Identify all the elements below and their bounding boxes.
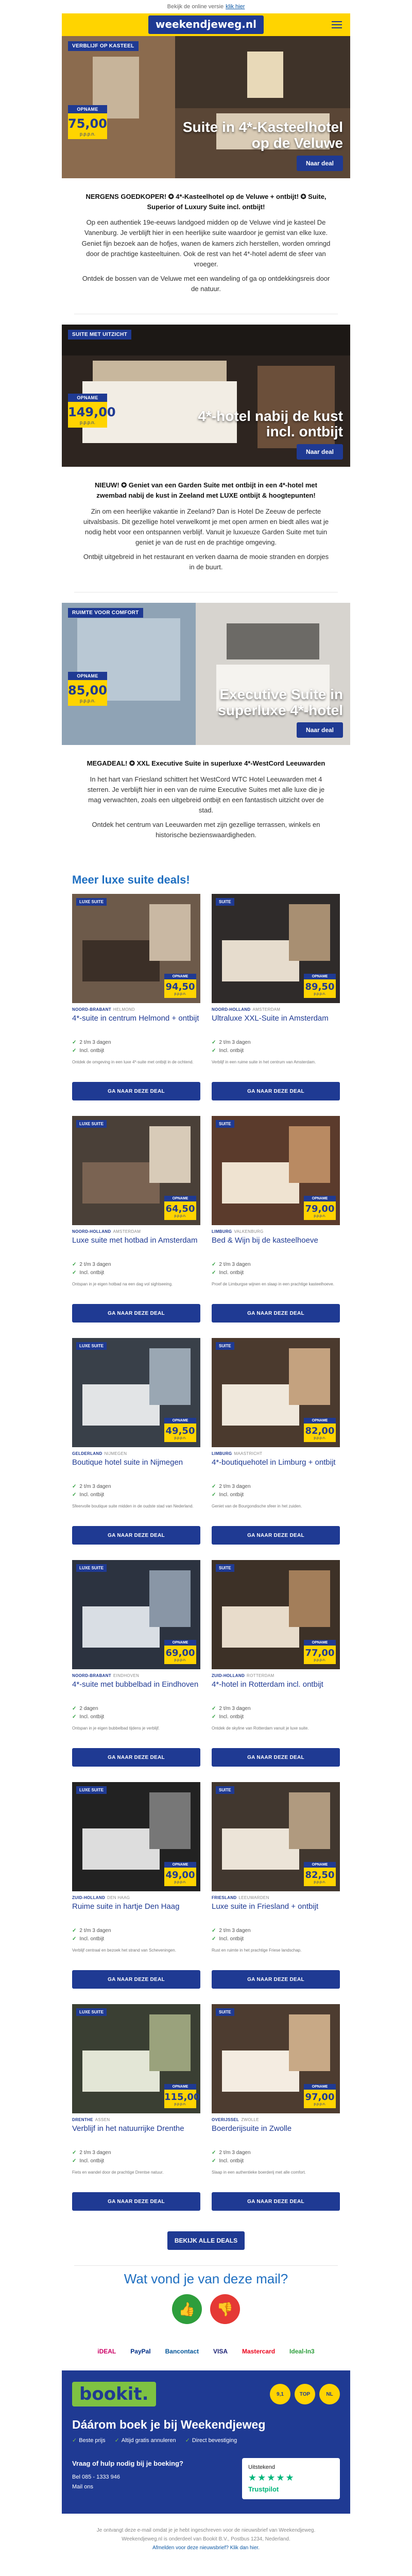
deal-note: Ontdek de skyline van Rotterdam vanuit je luxe suite. [212, 1726, 309, 1731]
deal-card[interactable] [212, 1338, 340, 1545]
price-badge [304, 1640, 336, 1664]
price-badge [304, 2084, 336, 2108]
go-to-deal-button[interactable]: GA NAAR DEZE DEAL [212, 1748, 340, 1767]
feature-description-3 [62, 745, 350, 860]
deal-photo[interactable] [212, 894, 340, 1003]
price-unit: p.p.p.n. [314, 1436, 326, 1440]
deal-title[interactable]: Luxe suite met hotbad in Amsterdam [72, 1236, 198, 1245]
feature-paragraph: In het hart van Friesland schittert het WestCord WTC Hotel Leeuwarden met 4 sterren. Je verblijft hier in een van de ruime Executive Suites met alle luxe die je mag verwachten, zoals een uitgebreid ontbijt en een fantastisch uitzicht over de stad. [87, 775, 325, 814]
deal-title[interactable]: Boerderijsuite in Zwolle [212, 2124, 292, 2133]
bookit-title: Dáárom boek je bij Weekendjeweg [72, 2418, 266, 2432]
price-badge [304, 1196, 336, 1220]
feature-title: 4*-hotel nabij de kust incl. ontbijt [198, 408, 343, 440]
bookit-logo: bookit. [72, 2382, 156, 2406]
price-amount: 149,00 [68, 405, 116, 420]
deal-tag: SUITE [216, 1120, 234, 1128]
deal-title[interactable]: 4*-suite in centrum Helmond + ontbijt [72, 1014, 199, 1023]
deal-feature: ✓ Incl. ontbijt [212, 1491, 340, 1499]
deal-note: Verblijf centraal en bezoek het strand van Scheveningen. [72, 1948, 176, 1953]
deal-location: ZUID-HOLLAND ROTTERDAM [212, 1673, 274, 1679]
deal-location: GELDERLAND NIJMEGEN [72, 1451, 127, 1456]
deal-feature: ✓ 2 t/m 3 dagen [72, 1261, 200, 1269]
deal-card[interactable] [72, 1338, 200, 1545]
feature-title: Suite in 4*-Kasteelhotel op de Veluwe [182, 119, 343, 151]
price-label: OPNAME [68, 672, 107, 680]
footer-line: Weekendjeweg.nl is onderdeel van Bookit B.V., Postbus 1234, Nederland. [122, 2536, 290, 2543]
bancontact-logo: Bancontact [165, 2348, 199, 2355]
preheader-text: Bekijk de online versie [167, 4, 224, 10]
contact-question: Vraag of hulp nodig bij je boeking? [72, 2460, 183, 2468]
deal-features [212, 1927, 340, 1943]
country-badge: NL [319, 2384, 340, 2404]
deal-card[interactable] [72, 894, 200, 1100]
price-amount: 82,00 [305, 1426, 335, 1437]
deal-note: Ontspan in je eigen bubbelbad tijdens je verblijf. [72, 1726, 160, 1731]
deal-photo[interactable] [72, 1338, 200, 1447]
menu-icon[interactable] [332, 21, 342, 28]
deal-feature: ✓ 2 t/m 3 dagen [72, 1927, 200, 1935]
price-unit: p.p.p.n. [174, 1658, 186, 1663]
go-to-deal-button[interactable]: GA NAAR DEZE DEAL [212, 2192, 340, 2211]
deal-card[interactable] [212, 1560, 340, 1767]
contact-block [72, 2458, 183, 2499]
price-unit: p.p.p.n. [314, 1214, 326, 1218]
deal-features [72, 1705, 200, 1721]
feature-hero-2[interactable] [62, 325, 350, 467]
price-amount: 49,50 [165, 1426, 195, 1437]
deal-features [72, 1483, 200, 1499]
feature-description-2 [62, 467, 350, 592]
deal-tag: SUITE [216, 898, 234, 906]
price-label: OPNAME [164, 1196, 196, 1201]
price-label: OPNAME [304, 1640, 336, 1646]
deal-tag: SUITE [216, 1342, 234, 1350]
price-badge [68, 394, 116, 428]
footer [62, 2514, 350, 2576]
deal-photo[interactable] [72, 1116, 200, 1225]
deal-title[interactable]: Bed & Wijn bij de kasteelhoeve [212, 1236, 318, 1245]
preheader [0, 0, 412, 13]
deal-grid [62, 894, 350, 2226]
feature-description-1 [62, 178, 350, 314]
deal-card[interactable] [72, 1116, 200, 1323]
price-label: OPNAME [304, 1418, 336, 1423]
price-badge [164, 2084, 200, 2108]
deal-title[interactable]: Luxe suite in Friesland + ontbijt [212, 1902, 319, 1911]
online-version-link[interactable]: klik hier [226, 4, 245, 10]
deal-photo[interactable] [212, 1116, 340, 1225]
feature-paragraph: Zin om een heerlijke vakantie in Zeeland? Dan is Hotel De Zeeuw de perfecte uitvalsbasis. Dit gezellige hotel verwelkomt je met open armen en biedt alles wat je nodig hebt voor een ontspannen verblijf. Vanuit je luxueuze Garden Suite met tuin geniet je van de rust en de prachtige omgeving. [83, 507, 329, 546]
price-unit: p.p.p.n. [174, 1880, 186, 1885]
deal-feature: ✓ Incl. ontbijt [212, 1269, 340, 1277]
price-label: OPNAME [68, 105, 107, 113]
price-unit: p.p.p.n. [174, 1214, 186, 1218]
deal-feature: ✓ 2 dagen [72, 1705, 200, 1713]
deal-note: Slaap in een authentieke boerderij met alle comfort. [212, 2170, 306, 2175]
thumbs-up-icon[interactable]: 👍 [172, 2294, 202, 2324]
price-label: OPNAME [164, 1640, 196, 1646]
deal-location: DRENTHE ASSEN [72, 2117, 110, 2123]
feature-title: Executive Suite in superluxe 4*-hotel [218, 686, 343, 718]
price-badge [164, 974, 196, 998]
feature-lead: MEGADEAL! ✪ XXL Executive Suite in superluxe 4*-WestCord Leeuwarden [87, 759, 325, 768]
price-badge [164, 1862, 196, 1886]
price-badge [164, 1640, 196, 1664]
go-to-deal-button[interactable]: GA NAAR DEZE DEAL [72, 1082, 200, 1100]
go-to-deal-button[interactable]: GA NAAR DEZE DEAL [72, 1748, 200, 1767]
price-amount: 64,50 [165, 1204, 195, 1215]
trustpilot-widget[interactable] [242, 2458, 340, 2499]
price-label: OPNAME [304, 1862, 336, 1868]
price-label: OPNAME [164, 1418, 196, 1423]
price-unit: p.p.p.n. [314, 2103, 326, 2107]
deal-tag: LUXE SUITE [76, 1342, 107, 1350]
price-unit: p.p.p.n. [79, 698, 96, 704]
price-badge [304, 1862, 336, 1886]
feature-paragraph: Op een authentiek 19e-eeuws landgoed midden op de Veluwe vind je kasteel De Vanenburg. Je verblijft hier in een heerlijke suite waardoor je gemist van elke luxe. Geniet fijn bezoek aan de hofjes, wanen de kamers zich herstellen, worden omringd door de prachtige kasteeltuinen. Ook de rest van het 4*-hotel ademt de sfeer van vroeger. [81, 218, 331, 268]
feedback-title: Wat vond je van deze mail? [124, 2271, 288, 2287]
deal-features [72, 1261, 200, 1277]
bookit-section [62, 2370, 350, 2514]
deal-features [212, 1705, 340, 1721]
deal-tag: LUXE SUITE [76, 2008, 107, 2016]
deal-tag: LUXE SUITE [76, 1786, 107, 1794]
price-label: OPNAME [304, 974, 336, 979]
price-label: OPNAME [304, 2084, 336, 2090]
price-unit: p.p.p.n. [174, 992, 186, 996]
price-unit: p.p.p.n. [314, 1880, 326, 1885]
feature-tag: RUIMTE VOOR COMFORT [68, 608, 143, 618]
deal-feature: ✓ 2 t/m 3 dagen [212, 1483, 340, 1491]
deal-note: Rust en ruimte in het prachtige Friese landschap. [212, 1948, 302, 1953]
deal-title[interactable]: Verblijf in het natuurrijke Drenthe [72, 2124, 184, 2133]
price-amount: 94,50 [165, 981, 195, 993]
price-amount: 82,50 [305, 1870, 335, 1881]
deal-tag: LUXE SUITE [76, 1564, 107, 1572]
deal-photo[interactable] [72, 2004, 200, 2113]
deal-title[interactable]: Boutique hotel suite in Nijmegen [72, 1458, 183, 1467]
deal-card[interactable] [72, 1560, 200, 1767]
rating-badge: 9,1 [270, 2384, 290, 2404]
feature-cta-button[interactable]: Naar deal [297, 722, 343, 738]
price-amount: 49,00 [165, 1870, 195, 1881]
price-badge [304, 974, 336, 998]
feature-hero-1[interactable] [62, 36, 350, 178]
feature-paragraph: Ontbijt uitgebreid in het restaurant en verken daarna de mooie stranden en dorpjes in de buurt. [83, 553, 329, 571]
perk-item: ✓ Beste prijs [72, 2437, 106, 2444]
deal-photo[interactable] [72, 1560, 200, 1669]
go-to-deal-button[interactable]: GA NAAR DEZE DEAL [212, 1082, 340, 1100]
paypal-logo: PayPal [130, 2348, 151, 2355]
deal-note: Fiets en wandel door de prachtige Drentse natuur. [72, 2170, 164, 2175]
deal-card[interactable] [72, 2004, 200, 2211]
price-unit: p.p.p.n. [314, 1658, 326, 1663]
price-unit: p.p.p.n. [174, 2103, 186, 2107]
deal-location: FRIESLAND LEEUWARDEN [212, 1895, 269, 1901]
deal-feature: ✓ Incl. ontbijt [72, 1491, 200, 1499]
price-unit: p.p.p.n. [174, 1436, 186, 1440]
brand-logo[interactable]: weekendjeweg.nl [148, 15, 264, 34]
footer-line: Je ontvangt deze e-mail omdat je je hebt ingeschreven voor de nieuwsbrief van Weekendjeweg. [96, 2528, 316, 2534]
deal-tag: SUITE [216, 2008, 234, 2016]
feedback-section [62, 2266, 350, 2334]
go-to-deal-button[interactable]: GA NAAR DEZE DEAL [72, 1304, 200, 1323]
deal-note: Sfeervolle boutique suite midden in de oudste stad van Nederland. [72, 1504, 194, 1509]
deal-feature: ✓ 2 t/m 3 dagen [212, 1927, 340, 1935]
deal-feature: ✓ Incl. ontbijt [72, 1269, 200, 1277]
deal-note: Ontdek de omgeving in een luxe 4*-suite met ontbijt in de ochtend. [72, 1060, 194, 1065]
deal-features [212, 1261, 340, 1277]
deal-location: LIMBURG VALKENBURG [212, 1229, 264, 1234]
deal-note: Proef de Limburgse wijnen en slaap in een prachtige kasteelhoeve. [212, 1282, 334, 1287]
deal-feature: ✓ 2 t/m 3 dagen [72, 1483, 200, 1491]
price-label: OPNAME [304, 1196, 336, 1201]
deal-feature: ✓ 2 t/m 3 dagen [212, 1261, 340, 1269]
deal-features [212, 2149, 340, 2165]
deal-card[interactable] [72, 1782, 200, 1989]
in3-logo: Ideal-In3 [289, 2348, 315, 2355]
deal-note: Verblijf in een ruime suite in het centrum van Amsterdam. [212, 1060, 316, 1065]
review-label: Uitstekend [248, 2464, 275, 2471]
feature-paragraph: Ontdek de bossen van de Veluwe met een wandeling of ga op ontdekkingsreis door de natuur. [82, 274, 330, 293]
price-badge [164, 1418, 196, 1442]
price-amount: 89,50 [305, 981, 335, 993]
deal-tag: LUXE SUITE [76, 898, 107, 906]
deal-feature: ✓ Incl. ontbijt [212, 1935, 340, 1943]
price-amount: 85,00 [68, 683, 107, 698]
phone-link[interactable]: Bel 085 - 1333 946 [72, 2474, 120, 2481]
price-badge [164, 1196, 196, 1220]
ideal-logo: iDEAL [97, 2348, 116, 2355]
deal-feature: ✓ Incl. ontbijt [72, 1047, 200, 1055]
price-unit: p.p.p.n. [79, 131, 96, 137]
email-body [62, 13, 350, 2576]
header [62, 13, 350, 36]
deal-feature: ✓ 2 t/m 3 dagen [72, 1039, 200, 1047]
award-badge: TOP [295, 2384, 315, 2404]
feature-hero-3[interactable] [62, 603, 350, 745]
deal-features [212, 1039, 340, 1055]
deal-feature: ✓ Incl. ontbijt [212, 2157, 340, 2165]
price-unit: p.p.p.n. [79, 420, 96, 426]
deal-location: OVERIJSSEL ZWOLLE [212, 2117, 259, 2123]
deal-features [72, 1927, 200, 1943]
deal-card[interactable] [212, 894, 340, 1100]
price-amount: 115,00 [164, 2092, 200, 2103]
price-badge [304, 1418, 336, 1442]
deal-location: NOORD-HOLLAND AMSTERDAM [72, 1229, 141, 1234]
deal-title[interactable]: Ultraluxe XXL-Suite in Amsterdam [212, 1014, 329, 1023]
deal-location: LIMBURG MAASTRICHT [212, 1451, 263, 1456]
deal-feature: ✓ Incl. ontbijt [212, 1047, 340, 1055]
deal-features [212, 1483, 340, 1499]
deal-photo[interactable] [212, 1338, 340, 1447]
price-label: OPNAME [164, 2084, 196, 2090]
deal-feature: ✓ 2 t/m 3 dagen [212, 2149, 340, 2157]
feature-cta-button[interactable]: Naar deal [297, 444, 343, 460]
thumbs-down-icon[interactable]: 👎 [210, 2294, 240, 2324]
price-badge [68, 105, 107, 139]
deal-feature: ✓ Incl. ontbijt [72, 1713, 200, 1721]
deal-photo[interactable] [72, 894, 200, 1003]
price-amount: 97,00 [305, 2092, 335, 2103]
price-amount: 77,00 [305, 1648, 335, 1659]
price-label: OPNAME [164, 1862, 196, 1868]
deal-card[interactable] [212, 1782, 340, 1989]
deal-features [72, 2149, 200, 2165]
price-amount: 75,00 [68, 116, 107, 131]
deal-title[interactable]: 4*-hotel in Rotterdam incl. ontbijt [212, 1680, 323, 1689]
feature-lead: NIEUW! ✪ Geniet van een Garden Suite met ontbijt in een 4*-hotel met zwembad nabij de kust in Zeeland met LUXE ontbijt & hoogtepunten! [94, 481, 317, 500]
go-to-deal-button[interactable]: GA NAAR DEZE DEAL [72, 2192, 200, 2211]
star-rating-icon: ★★★★★ [248, 2472, 295, 2483]
price-label: OPNAME [164, 974, 196, 979]
deal-note: Geniet van de Bourgondische sfeer in het zuiden. [212, 1504, 302, 1509]
perk-item: ✓ Direct bevestiging [185, 2437, 237, 2444]
deal-feature: ✓ Incl. ontbijt [212, 1713, 340, 1721]
deal-location: ZUID-HOLLAND DEN HAAG [72, 1895, 130, 1901]
deal-note: Ontspan in je eigen hotbad na een dag vol sightseeing. [72, 1282, 173, 1287]
price-badge [68, 672, 107, 706]
feature-paragraph: Ontdek het centrum van Leeuwarden met zijn gezellige terrassen, winkels en historische bezienswaardigheden. [92, 821, 320, 839]
feature-tag: SUITE MET UITZICHT [68, 330, 131, 340]
go-to-deal-button[interactable]: GA NAAR DEZE DEAL [72, 1970, 200, 1989]
deal-location: NOORD-BRABANT HELMOND [72, 1007, 135, 1012]
deal-card[interactable] [212, 1116, 340, 1323]
more-deals-title: Meer luxe suite deals! [72, 873, 190, 887]
deal-photo[interactable] [212, 2004, 340, 2113]
go-to-deal-button[interactable]: GA NAAR DEZE DEAL [212, 1970, 340, 1989]
deal-title[interactable]: 4*-suite met bubbelbad in Eindhoven [72, 1680, 199, 1689]
deal-feature: ✓ Incl. ontbijt [72, 1935, 200, 1943]
perk-item: ✓ Altijd gratis annuleren [115, 2437, 176, 2444]
mail-link[interactable]: Mail ons [72, 2484, 93, 2490]
price-amount: 79,00 [305, 1204, 335, 1215]
deal-location: NOORD-BRABANT EINDHOVEN [72, 1673, 140, 1679]
feature-cta-button[interactable]: Naar deal [297, 156, 343, 171]
deal-title[interactable]: Ruime suite in hartje Den Haag [72, 1902, 180, 1911]
deal-title[interactable]: 4*-boutiquehotel in Limburg + ontbijt [212, 1458, 336, 1467]
price-unit: p.p.p.n. [314, 992, 326, 996]
price-label: OPNAME [68, 394, 107, 402]
feature-tag: VERBLIJF OP KASTEEL [68, 41, 139, 51]
visa-logo: VISA [213, 2348, 228, 2355]
deal-tag: SUITE [216, 1786, 234, 1794]
deal-feature: ✓ 2 t/m 3 dagen [212, 1039, 340, 1047]
payment-methods [62, 2334, 350, 2370]
deal-photo[interactable] [212, 1782, 340, 1891]
go-to-deal-button[interactable]: GA NAAR DEZE DEAL [212, 1304, 340, 1323]
deal-feature: ✓ 2 t/m 3 dagen [72, 2149, 200, 2157]
deal-feature: ✓ Incl. ontbijt [72, 2157, 200, 2165]
unsubscribe-link[interactable]: Afmelden voor deze nieuwsbrief? Klik dan hier. [152, 2545, 260, 2551]
deal-tag: LUXE SUITE [76, 1120, 107, 1128]
mastercard-logo: Mastercard [242, 2348, 276, 2355]
deal-feature: ✓ 2 t/m 3 dagen [212, 1705, 340, 1713]
deal-photo[interactable] [72, 1782, 200, 1891]
view-all-deals-button[interactable]: BEKIJK ALLE DEALS [167, 2231, 245, 2250]
go-to-deal-button[interactable]: GA NAAR DEZE DEAL [212, 1526, 340, 1545]
deal-features [72, 1039, 200, 1055]
deal-photo[interactable] [212, 1560, 340, 1669]
feature-lead: NERGENS GOEDKOPER! ✪ 4*-Kasteelhotel op de Veluwe + ontbijt! ✪ Suite, Superior of Luxury Suite incl. ontbijt! [85, 193, 327, 211]
price-amount: 69,00 [165, 1648, 195, 1659]
deal-tag: SUITE [216, 1564, 234, 1572]
trustpilot-logo: Trustpilot [248, 2485, 279, 2494]
go-to-deal-button[interactable]: GA NAAR DEZE DEAL [72, 1526, 200, 1545]
deal-location: NOORD-HOLLAND AMSTERDAM [212, 1007, 281, 1012]
deal-card[interactable] [212, 2004, 340, 2211]
